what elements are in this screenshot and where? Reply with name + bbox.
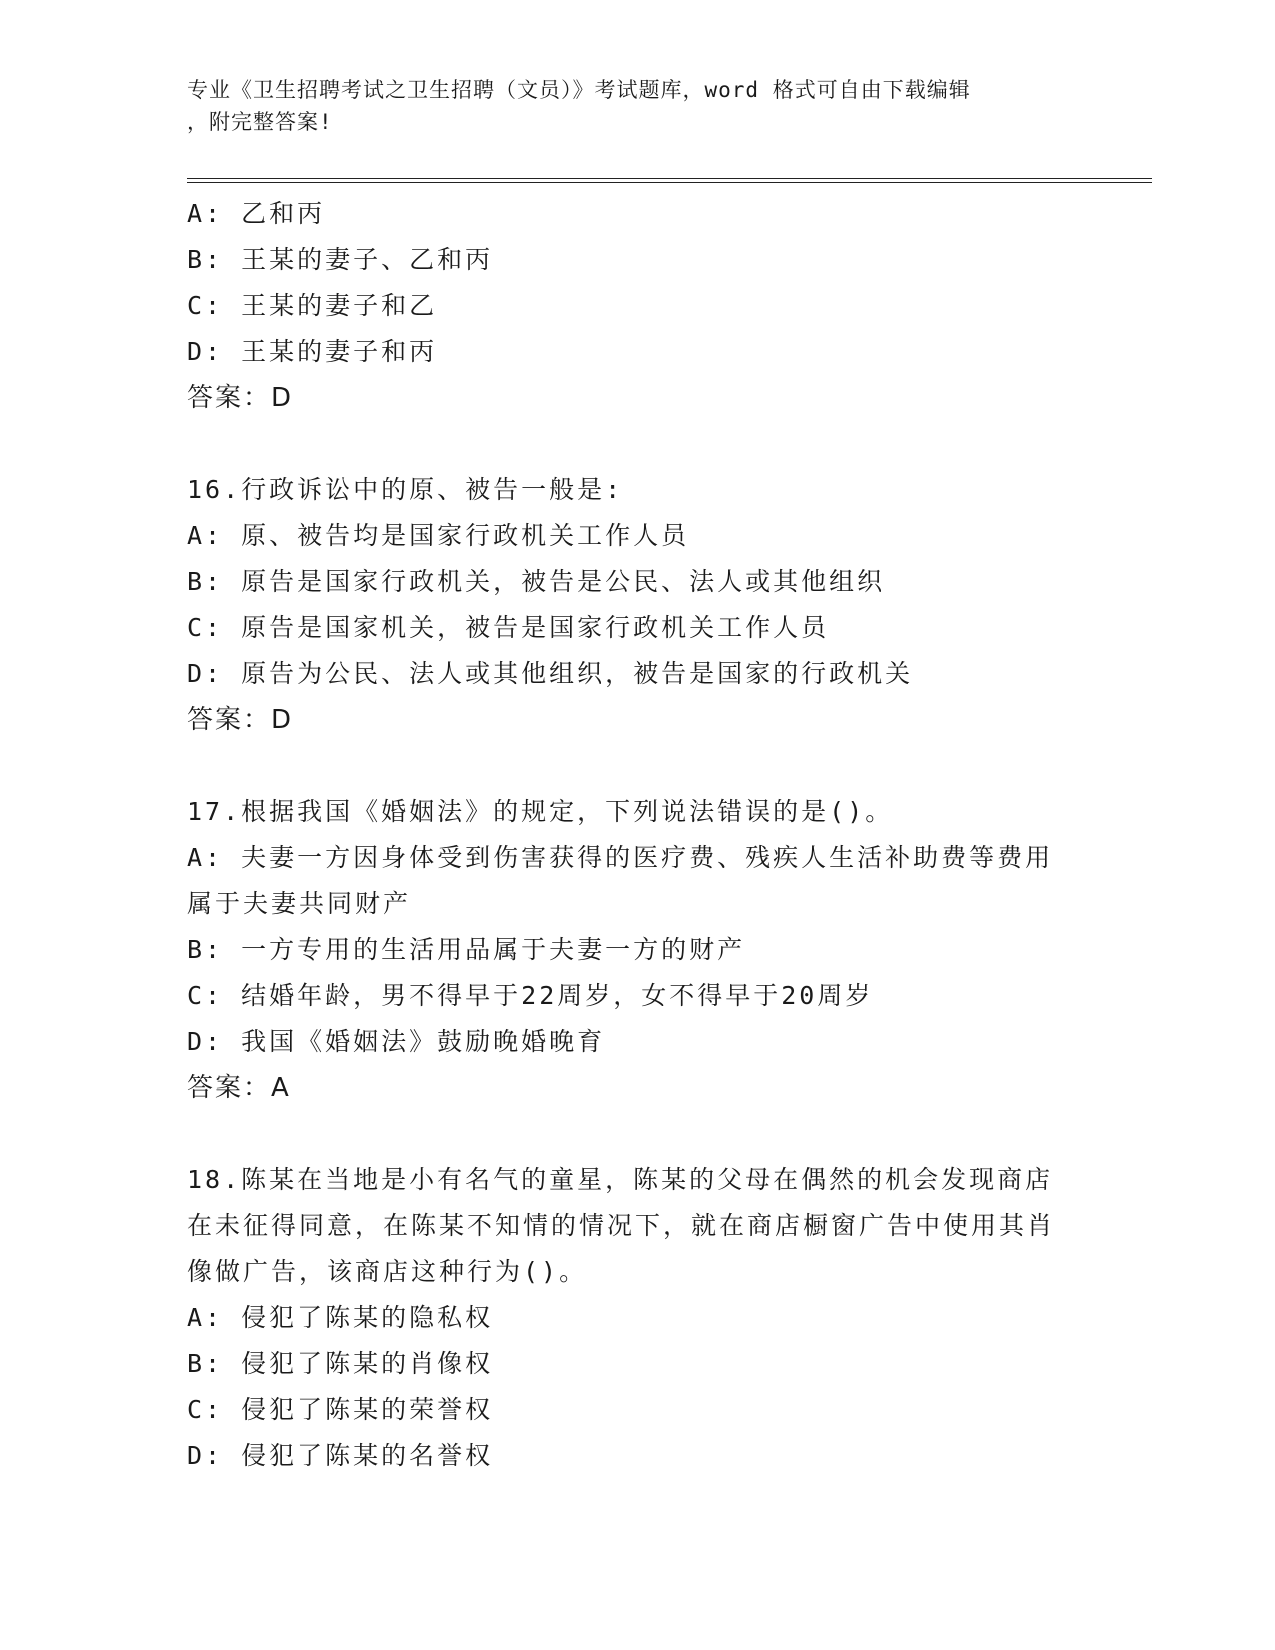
option-b: B: 原告是国家行政机关，被告是公民、法人或其他组织 bbox=[187, 567, 886, 596]
option-d: D: 原告为公民、法人或其他组织，被告是国家的行政机关 bbox=[187, 659, 914, 688]
question-16 bbox=[187, 467, 1087, 743]
header-divider-bottom bbox=[187, 182, 1152, 183]
option-c: C: 王某的妻子和乙 bbox=[187, 291, 438, 320]
question-17 bbox=[187, 789, 1087, 1111]
previous-question-options bbox=[187, 191, 1087, 421]
question-text: 16.行政诉讼中的原、被告一般是: bbox=[187, 475, 624, 504]
option-c: C: 侵犯了陈某的荣誉权 bbox=[187, 1395, 494, 1424]
option-b: B: 王某的妻子、乙和丙 bbox=[187, 245, 494, 274]
question-text: 17.根据我国《婚姻法》的规定，下列说法错误的是()。 bbox=[187, 797, 894, 826]
document-header bbox=[187, 74, 1067, 138]
option-b: B: 侵犯了陈某的肖像权 bbox=[187, 1349, 494, 1378]
option-a: A: 原、被告均是国家行政机关工作人员 bbox=[187, 521, 690, 550]
option-d: D: 王某的妻子和丙 bbox=[187, 337, 438, 366]
question-list bbox=[187, 191, 1087, 1479]
option-c: C: 结婚年龄，男不得早于22周岁，女不得早于20周岁 bbox=[187, 981, 874, 1010]
option-d: D: 我国《婚姻法》鼓励晚婚晚育 bbox=[187, 1027, 606, 1056]
spacer bbox=[187, 743, 1087, 789]
option-a: A: 侵犯了陈某的隐私权 bbox=[187, 1303, 494, 1332]
question-18 bbox=[187, 1157, 1087, 1479]
spacer bbox=[187, 1111, 1087, 1157]
answer-line: 答案：D bbox=[187, 705, 294, 735]
answer-line: 答案：D bbox=[187, 383, 294, 413]
question-text: 18.陈某在当地是小有名气的童星，陈某的父母在偶然的机会发现商店在未征得同意，在陈某不知情的情况下，就在商店橱窗广告中使用其肖像做广告，该商店这种行为()。 bbox=[187, 1165, 1056, 1286]
spacer bbox=[187, 421, 1087, 467]
option-b: B: 一方专用的生活用品属于夫妻一方的财产 bbox=[187, 935, 746, 964]
answer-line: 答案：A bbox=[187, 1073, 291, 1103]
header-line-1: 专业《卫生招聘考试之卫生招聘（文员）》考试题库，word 格式可自由下载编辑 bbox=[187, 78, 971, 102]
header-divider-top bbox=[187, 178, 1152, 179]
header-line-2: ，附完整答案! bbox=[187, 110, 333, 134]
option-d: D: 侵犯了陈某的名誉权 bbox=[187, 1441, 494, 1470]
option-a: A: 乙和丙 bbox=[187, 199, 326, 228]
option-c: C: 原告是国家机关，被告是国家行政机关工作人员 bbox=[187, 613, 830, 642]
option-a: A: 夫妻一方因身体受到伤害获得的医疗费、残疾人生活补助费等费用属于夫妻共同财产 bbox=[187, 843, 1054, 918]
